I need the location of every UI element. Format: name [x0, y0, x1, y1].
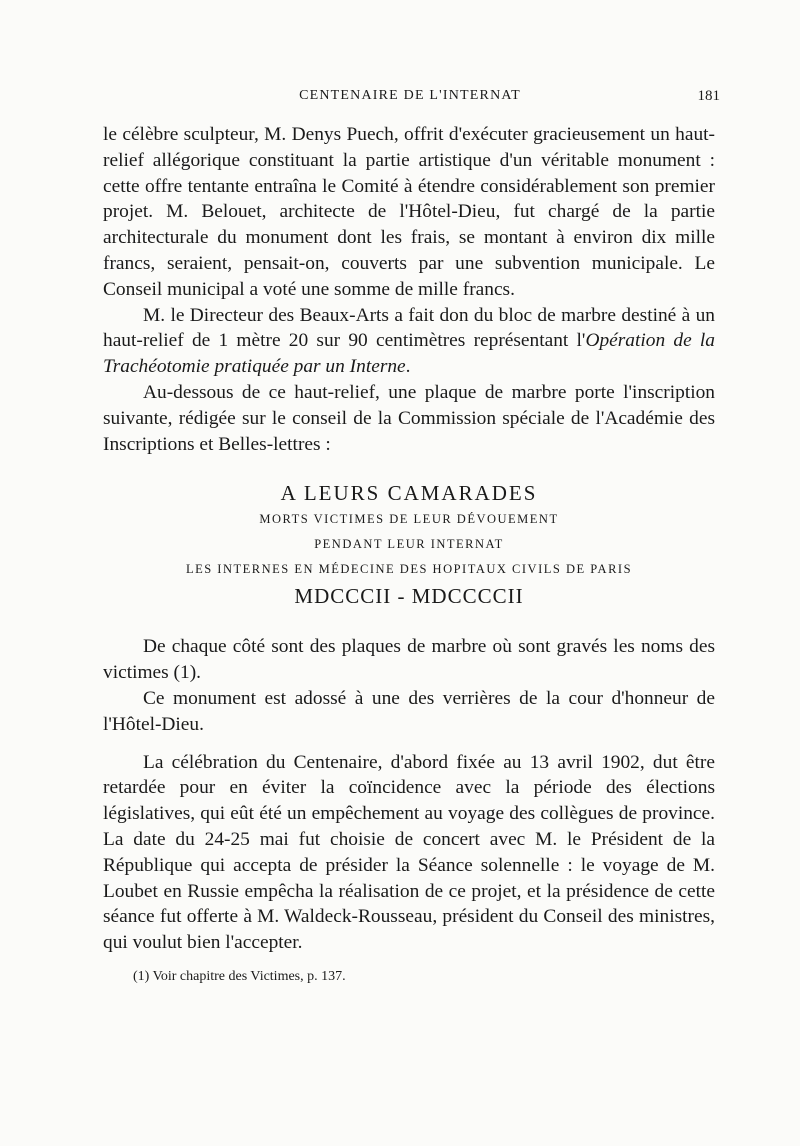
paragraph-location: Ce monument est adossé à une des verrières de la cour d'honneur de l'Hôtel-Dieu. — [103, 687, 715, 735]
running-title: CENTENAIRE DE L'INTERNAT — [299, 88, 521, 103]
paragraph-marble-block-end: . — [405, 356, 411, 378]
paragraph-celebration: La célébration du Centenaire, d'abord fixée au 13 avril 1902, dut être retardée pour en éviter la coïncidence avec la période des élections législatives, qui eût été un empêchement au voyage des collègues de province. La date du 24-25 mai fut choisie de concert avec M. le Président de la République qui accepta de présider la Séance solennelle : le voyage de M. Loubet en Russie empêcha la réalisation de ce projet, et la présidence de cette séance fut offerte à M. Waldeck-Rousseau, président du Conseil des ministres, qui voulut bien l'accepter. — [103, 751, 715, 954]
inscription-line-1: A LEURS CAMARADES — [280, 481, 538, 506]
paragraph-plaques: De chaque côté sont des plaques de marbre où sont gravés les noms des victimes (1). — [103, 636, 715, 684]
inscription-line-3: PENDANT LEUR INTERNAT — [314, 537, 504, 552]
inscription-line-5: MDCCCII - MDCCCCII — [294, 584, 524, 609]
page-header — [100, 84, 720, 108]
page-number: 181 — [697, 88, 720, 104]
body-text — [103, 122, 715, 986]
inscription-block — [103, 479, 715, 610]
paragraph-marble-block — [103, 303, 715, 380]
inscription-line-2: MORTS VICTIMES DE LEUR DÉVOUEMENT — [259, 512, 559, 527]
artwork-title: Opération de la Trachéotomie pratiquée par un Interne — [103, 330, 715, 378]
paragraph-marble-block-start: M. le Directeur des Beaux-Arts a fait don du bloc de marbre destiné à un haut-relief de 1 mètre 20 sur 90 centimètres représentant l' — [103, 304, 715, 352]
inscription-line-4: LES INTERNES EN MÉDECINE DES HOPITAUX CIVILS DE PARIS — [185, 562, 633, 577]
footnote: (1) Voir chapitre des Victimes, p. 137. — [133, 968, 346, 984]
paragraph-monument: le célèbre sculpteur, M. Denys Puech, offrit d'exécuter gracieusement un haut-relief allégorique constituant la partie artistique d'un véritable monument : cette offre tentante entraîna le Comité à étendre considérablement son premier projet. M. Belouet, architecte de l'Hôtel-Dieu, fut chargé de la partie architecturale du monument dont les frais, se montant à environ dix mille francs, seraient, pensait-on, couverts par une subvention municipale. Le Conseil municipal a voté une somme de mille francs. — [103, 124, 715, 300]
paragraph-inscription-intro: Au-dessous de ce haut-relief, une plaque de marbre porte l'inscription suivante, rédigée sur le conseil de la Commission spéciale de l'Académie des Inscriptions et Belles-lettres : — [103, 381, 715, 455]
section-gap — [103, 738, 715, 750]
